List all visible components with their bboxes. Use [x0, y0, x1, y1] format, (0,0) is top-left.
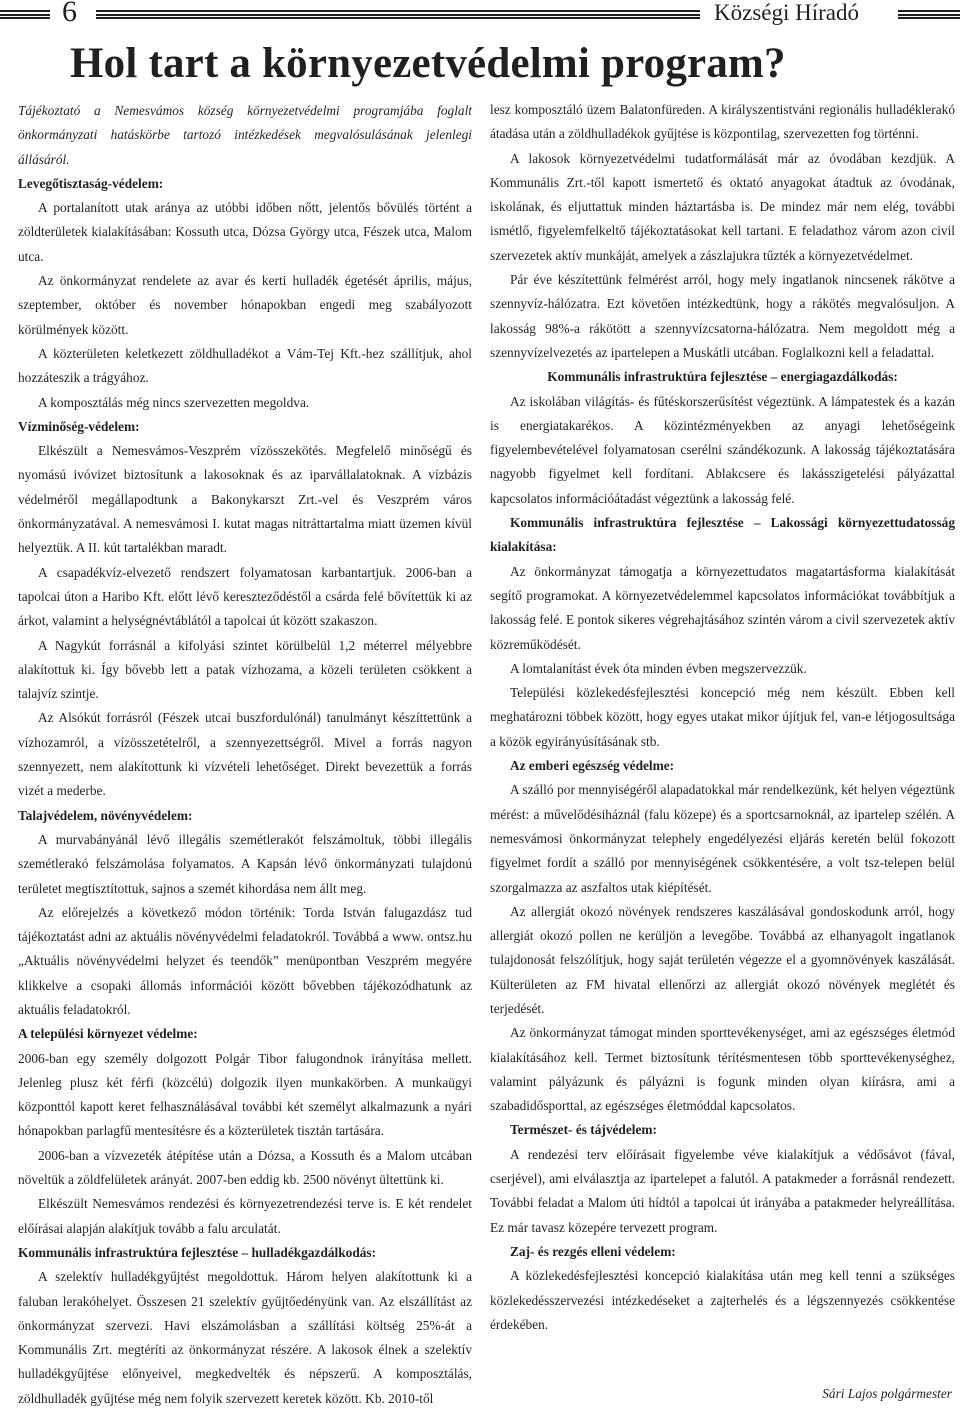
author-signature: Sári Lajos polgármester	[822, 1386, 952, 1401]
section-heading: Kommunális infrastruktúra fejlesztése – hulladékgazdálkodás:	[18, 1244, 377, 1260]
paragraph: Az önkormányzat támogat minden sporttevékenységet, ami az egészséges életmód kialakításához kell. Termet biztosítunk térítésmentesen több sporttevékenységhez, valamint pályázunk és pályázni is fogunk minden olyan kiírásra, ami a szabadidősporttal, az egészséges életmóddal kapcsolatos.	[490, 1025, 955, 1114]
paragraph: Az iskolában világítás- és fűtéskorszerűsítést végeztünk. A lámpatestek és a kazán is energiatakarékos. A közintézményekben az anyagi lehetőségeink figyelembevételével folyamatosan cserélni szándékozunk. A lakosság tájékoztatására nagyobb figyelmet kell fordítani. Ablakcsere és lakásszigetelési pályázattal kapcsolatos információátadást végeztünk a lakosság felé.	[490, 393, 955, 506]
paragraph: A Nagykút forrásnál a kifolyási szintet körülbelül 1,2 méterrel mélyebbre alakítottuk ki. Így bővebb lett a patak vízhozama, a közeli területen csökkent a talajvíz szintje.	[18, 637, 472, 702]
paragraph: A murvabányánál lévő illegális szemétlerakót felszámoltuk, többi illegális szemétlerakó felszámolása folyamatos. A Kapsán lévő önkormányzati tulajdonú területet megtisztítottuk, sajnos a szemét kihordása nem állt meg.	[18, 831, 472, 896]
section-heading: Az emberi egészség védelme:	[510, 758, 675, 774]
section-heading: Levegőtisztaság-védelem:	[18, 175, 164, 191]
paragraph: A lomtalanítást évek óta minden évben megszervezzük.	[510, 660, 807, 676]
paragraph: Elkészült Nemesvámos rendezési és környezetrendezési terve is. E két rendelet előírásai alapján alakítjuk tovább a falu arculatát.	[18, 1196, 472, 1236]
paragraph: Az előrejelzés a következő módon történik: Torda István falugazdász tud tájékoztatást adni az aktuális növényvédelmi feladatokról. Továbbá a www. ontsz.hu „Aktuális növényvédelmi helyzet és teendők” menüpontban Veszprém megyére klikkelve a csopaki állomás információi között bővebben tájékozódhatunk az aktuális feladatokról.	[18, 904, 472, 1017]
header-rule-right	[898, 10, 960, 19]
section-heading: Kommunális infrastruktúra fejlesztése – Lakossági környezettudatosság kialakítása:	[490, 515, 955, 555]
paragraph: Elkészült a Nemesvámos-Veszprém vízösszekötés. Megfelelő minőségű és nyomású ivóvizet biztosítunk a lakosoknak és az iparvállalatoknak. A vízbázis védelméről megállapodtunk a Bakonykarszt Zrt.-vel és Veszprém város önkormányzatával. A nemesvámosi I. kutat magas nitráttartalma miatt üzemen kívül helyeztük. A II. kút tartalékban maradt.	[18, 443, 472, 556]
section-heading: Természet- és tájvédelem:	[510, 1122, 657, 1138]
page-header	[0, 0, 960, 40]
paragraph: A csapadékvíz-elvezető rendszert folyamatosan karbantartjuk. 2006-ban a tapolcai úton a Haribo Kft. előtt lévő kereszteződéstől a csárda felé bővítettük ki az árkot, valamint a helységnévtáblától a tapolcai út között szakaszon.	[18, 564, 472, 629]
paragraph: Települési közlekedésfejlesztési koncepció még nem készült. Ebben kell meghatározni többek között, hogy egyes utakat mikor újítjuk fel, van-e létjogosultsága a közök egyirányúsításának stb.	[490, 685, 955, 749]
paragraph: A komposztálás még nincs szervezetten megoldva.	[38, 394, 310, 410]
paragraph: A közlekedésfejlesztési koncepció kialakítása után meg kell tenni a szükséges közlekedésszervezési intézkedéseket a zajterhelés és a légszennyezés csökkentése érdekében.	[490, 1268, 955, 1332]
right-column	[490, 98, 955, 1337]
section-heading: A települési környezet védelme:	[18, 1026, 198, 1042]
paragraph: Az allergiát okozó növények rendszeres kaszálásával gondoskodunk arról, hogy allergiát okozó pollen ne kerüljön a levegőbe. Továbbá az elhanyagolt ingatlanok tulajdonosát felszólítjuk, hogy saját területén végezze el a gyomnövények kaszálását. Külterületen az FM hivatal ellenőrzi az allergiát okozó növények meglétét és terjedését.	[490, 903, 955, 1016]
paragraph: A portalanított utak aránya az utóbbi időben nőtt, jelentős bővülés történt a zöldterületek kialakításában: Kossuth utca, Dózsa György utca, Fészek utca, Malom utca.	[18, 200, 472, 264]
paragraph: A közterületen keletkezett zöldhulladékot a Vám-Tej Kft.-hez szállítjuk, ahol hozzáteszik a trágyához.	[18, 345, 472, 386]
publication-name: Községi Híradó	[714, 0, 859, 25]
article-intro: Tájékoztató a Nemesvámos község környezetvédelmi programjába foglalt önkormányzati hatáskörbe tartozó intézkedések megvalósulásának jelenlegi állásáról.	[18, 103, 472, 167]
paragraph: A rendezési terv előírásait figyelembe véve kialakítjuk a védősávot (fával, cserjével), ami elválasztja az ipartelepet a falutól. A patakmeder a forrásnál rendezett. További feladat a Malom úti hídtól a tapolcai út irányába a patakmeder helyreállítása. Ez már tavasz közepére tervezett program.	[490, 1146, 955, 1235]
page-number: 6	[62, 0, 77, 28]
right-column-body	[490, 98, 955, 1337]
section-heading: Zaj- és rezgés elleni védelem:	[510, 1243, 676, 1259]
header-rule-left	[0, 10, 50, 19]
paragraph: Az önkormányzat rendelete az avar és kerti hulladék égetését április, május, szeptember, október és november hónapokban engedi meg szabályozott körülmények között.	[18, 273, 472, 337]
paragraph: lesz komposztáló üzem Balatonfüreden. A királyszentistváni regionális hulladéklerakó átadása után a zöldhulladékok gyűjtése is központilag, szervezetten fog történni.	[490, 102, 955, 142]
paragraph: Pár éve készítettünk felmérést arról, hogy mely ingatlanok nincsenek rákötve a szennyvíz-hálózatra. Ezt követően intézkedtünk, hogy a rákötés megvalósuljon. A lakosság 98%-a rákötött a szennyvízcsatorna-hálózatra. Nem megoldott még a szennyvízelvezetés az ipartelepen a Muskátli utcában. Foglalkozni kell a feladattal.	[490, 272, 955, 360]
section-heading: Kommunális infrastruktúra fejlesztése – energiagazdálkodás:	[547, 369, 898, 385]
paragraph: Az önkormányzat támogatja a környezettudatos magatartásforma kialakítását segítő programokat. A környezetvédelemmel kapcsolatos információkat továbbítjuk a lakosság felé. E pontok sikeres végrehajtásához szintén várom a civil szervezetek aktív közreműködését.	[490, 563, 955, 652]
paragraph: 2006-ban a vízvezeték átépítése után a Dózsa, a Kossuth és a Malom utcában növeltük a zöldfelületek arányát. 2007-ben eddig kb. 2500 növényt ültettünk ki.	[18, 1147, 472, 1188]
paragraph: 2006-ban egy személy dolgozott Polgár Tibor falugondnok irányítása mellett. Jelenleg plusz két férfi (közcélú) dolgozik ilyen munkakörben. A munkaügyi központtól kapott keret felhasználásával további két személyt alkalmazunk a nyári hónapokban parlagfű mentesítésre és a közterületek tisztán tartására.	[18, 1050, 472, 1139]
header-rule-middle	[96, 10, 700, 19]
article-title: Hol tart a környezetvédelmi program?	[70, 40, 786, 87]
paragraph: Az Alsókút forrásról (Fészek utcai buszfordulónál) tanulmányt készíttettünk a vízhozamról, a vízösszetételről, a szennyezettségről. Mivel a forrás nagyon szennyezett, nem alakítottunk ki vízvételi lehetőséget. Direkt bevezettük a forrás vizét a mederbe.	[18, 710, 472, 799]
paragraph: A szálló por mennyiségéről alapadatokkal már rendelkezünk, két helyen végeztünk mérést: a művelődésiháznál (falu közepe) és a sportcsarnoknál, az ipartelep szélén. A nemesvámosi önkormányzat telephely engedélyezési eljárás keretén belül fokozott figyelmet fordít a szálló por mennyiségének csökkentésére, a volt tsz-telepen belül szorgalmazza az aszfaltos utak kiépítését.	[490, 782, 955, 895]
section-heading: Talajvédelem, növényvédelem:	[18, 807, 193, 823]
paragraph: A szelektív hulladékgyűjtést megoldottuk. Három helyen alakítottunk ki a faluban lerakóhelyet. Összesen 21 szelektív gyűjtőedényünk van. Az elszállítást az önkormányzat szervezi. Havi elszámolásban a szállítási költség 25%-át a Kommunális Zrt. megtéríti az önkormányzat részére. A lakosok élnek a szelektív hulladékgyűjtése előnyeivel, megkedvelték és népszerű. A komposztálás, zöldhulladék gyűjtése még nem folyik szervezett keretek között. Kb. 2010-től	[18, 1269, 472, 1406]
section-heading: Vízminőség-védelem:	[18, 418, 140, 434]
left-column-body	[18, 172, 472, 1411]
left-column	[18, 99, 472, 1411]
paragraph: A lakosok környezetvédelmi tudatformálását már az óvodában kezdjük. A Kommunális Zrt.-től kapott ismertető és oktató anyagokat átadtuk az óvodának, iskolának, és eljuttattuk minden háztartásba is. De mindez már nem elég, további ismétlő, figyelemfelkeltő tájékoztatásokat kell tartani. E feladathoz várom azon civil szervezetek aktív munkáját, amelyek a zászlajukra tűzték a környezetvédelmet.	[490, 150, 955, 263]
